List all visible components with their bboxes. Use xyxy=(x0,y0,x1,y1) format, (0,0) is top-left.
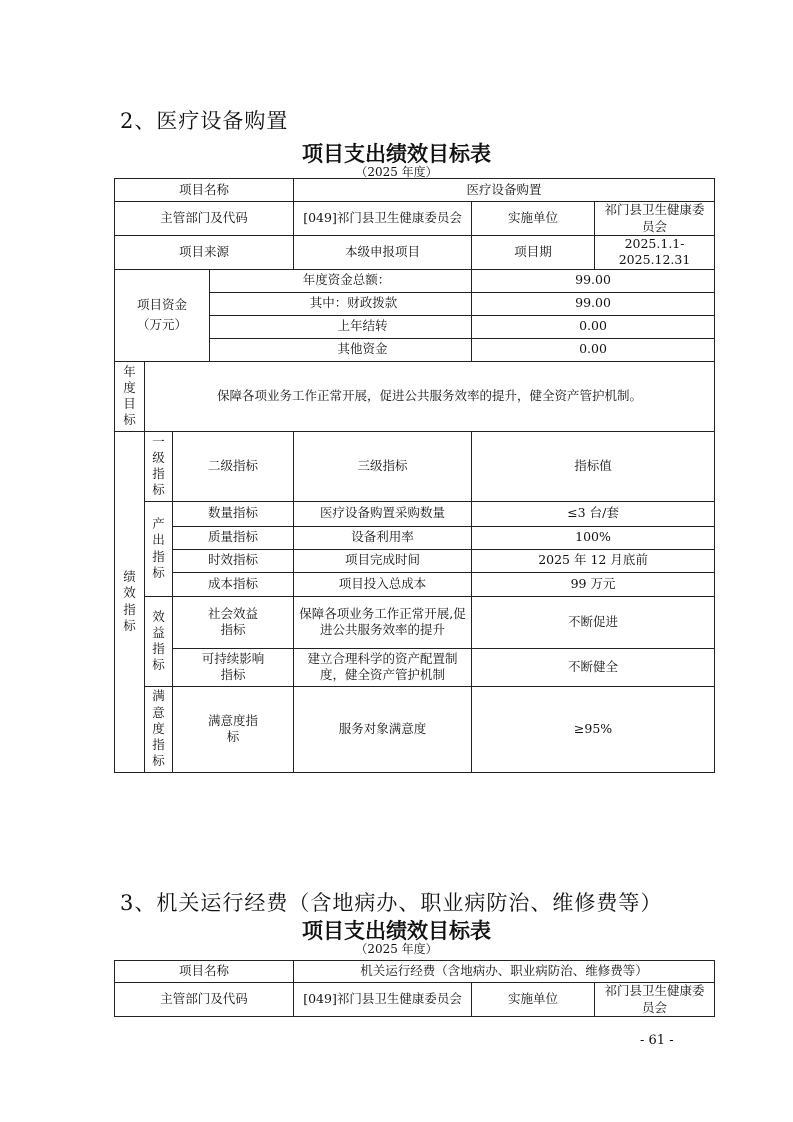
fund-fiscal-label: 其中：财政拨款 xyxy=(210,292,472,315)
level3-cell: 项目投入总成本 xyxy=(294,572,472,596)
fund-carry-value: 0.00 xyxy=(472,315,715,338)
level2-cell: 满意度指标 xyxy=(173,686,294,772)
fund-other-label: 其他资金 xyxy=(210,338,472,361)
project-name-label: 项目名称 xyxy=(115,179,294,202)
dept-value: [049]祁门县卫生健康委员会 xyxy=(294,202,472,236)
level3-cell: 建立合理科学的资产配置制度，健全资产管护机制 xyxy=(294,648,472,686)
value-header: 指标值 xyxy=(472,431,715,501)
table-year: （2025 年度） xyxy=(355,165,438,179)
fund-other-value: 0.00 xyxy=(472,338,715,361)
dept-label: 主管部门及代码 xyxy=(115,983,294,1017)
level2-cell: 时效指标 xyxy=(173,549,294,572)
period-label: 项目期 xyxy=(472,236,595,270)
level3-header: 三级指标 xyxy=(294,431,472,501)
satisfaction-indicator-label: 满意度指标 xyxy=(145,686,173,772)
table-title: 项目支出绩效目标表 xyxy=(302,142,491,166)
source-label: 项目来源 xyxy=(115,236,294,270)
level1-header: 一级指标 xyxy=(145,431,173,501)
indicator-value-cell: 100% xyxy=(472,526,715,549)
benefit-indicator-label: 效益指标 xyxy=(145,596,173,686)
indicator-value-cell: ≥95% xyxy=(472,686,715,772)
level2-cell: 质量指标 xyxy=(173,526,294,549)
level2-cell: 可持续影响指标 xyxy=(173,648,294,686)
level3-cell: 设备利用率 xyxy=(294,526,472,549)
level3-cell: 保障各项业务工作正常开展,促进公共服务效率的提升 xyxy=(294,596,472,648)
project-name-label: 项目名称 xyxy=(115,961,294,983)
indicator-value-cell: ≤3 台/套 xyxy=(472,501,715,526)
annual-goal-value: 保障各项业务工作正常开展，促进公共服务效率的提升，健全资产管护机制。 xyxy=(145,361,715,431)
annual-goal-label: 年度目标 xyxy=(115,361,145,431)
indicator-value-cell: 不断促进 xyxy=(472,596,715,648)
table-title: 项目支出绩效目标表 xyxy=(302,919,491,943)
fund-total-value: 99.00 xyxy=(472,269,715,292)
impl-unit-value: 祁门县卫生健康委员会 xyxy=(595,983,715,1017)
indicator-value-cell: 不断健全 xyxy=(472,648,715,686)
impl-unit-label: 实施单位 xyxy=(472,983,595,1017)
source-value: 本级申报项目 xyxy=(294,236,472,270)
output-indicator-label: 产出指标 xyxy=(145,501,173,596)
section-heading: 2、医疗设备购置 xyxy=(120,109,289,133)
table-year: （2025 年度） xyxy=(355,942,438,956)
project-name-value: 机关运行经费（含地病办、职业病防治、维修费等） xyxy=(294,961,715,983)
level3-cell: 项目完成时间 xyxy=(294,549,472,572)
dept-value: [049]祁门县卫生健康委员会 xyxy=(294,983,472,1017)
performance-table xyxy=(114,960,715,1017)
period-value: 2025.1.1-2025.12.31 xyxy=(595,236,715,270)
section-heading: 3、机关运行经费（含地病办、职业病防治、维修费等） xyxy=(120,891,663,915)
fund-total-label: 年度资金总额： xyxy=(210,269,472,292)
level3-cell: 服务对象满意度 xyxy=(294,686,472,772)
level2-cell: 成本指标 xyxy=(173,572,294,596)
indicator-group-label: 绩效指标 xyxy=(115,431,145,772)
fund-carry-label: 上年结转 xyxy=(210,315,472,338)
indicator-value-cell: 99 万元 xyxy=(472,572,715,596)
level2-header: 二级指标 xyxy=(173,431,294,501)
fund-fiscal-value: 99.00 xyxy=(472,292,715,315)
indicator-value-cell: 2025 年 12 月底前 xyxy=(472,549,715,572)
performance-table xyxy=(114,178,715,773)
level2-cell: 数量指标 xyxy=(173,501,294,526)
project-name-value: 医疗设备购置 xyxy=(294,179,715,202)
impl-unit-label: 实施单位 xyxy=(472,202,595,236)
fund-label: 项目资金（万元） xyxy=(115,269,210,361)
level2-cell: 社会效益指标 xyxy=(173,596,294,648)
level3-cell: 医疗设备购置采购数量 xyxy=(294,501,472,526)
page-number: - 61 - xyxy=(640,1033,674,1048)
impl-unit-value: 祁门县卫生健康委员会 xyxy=(595,202,715,236)
dept-label: 主管部门及代码 xyxy=(115,202,294,236)
